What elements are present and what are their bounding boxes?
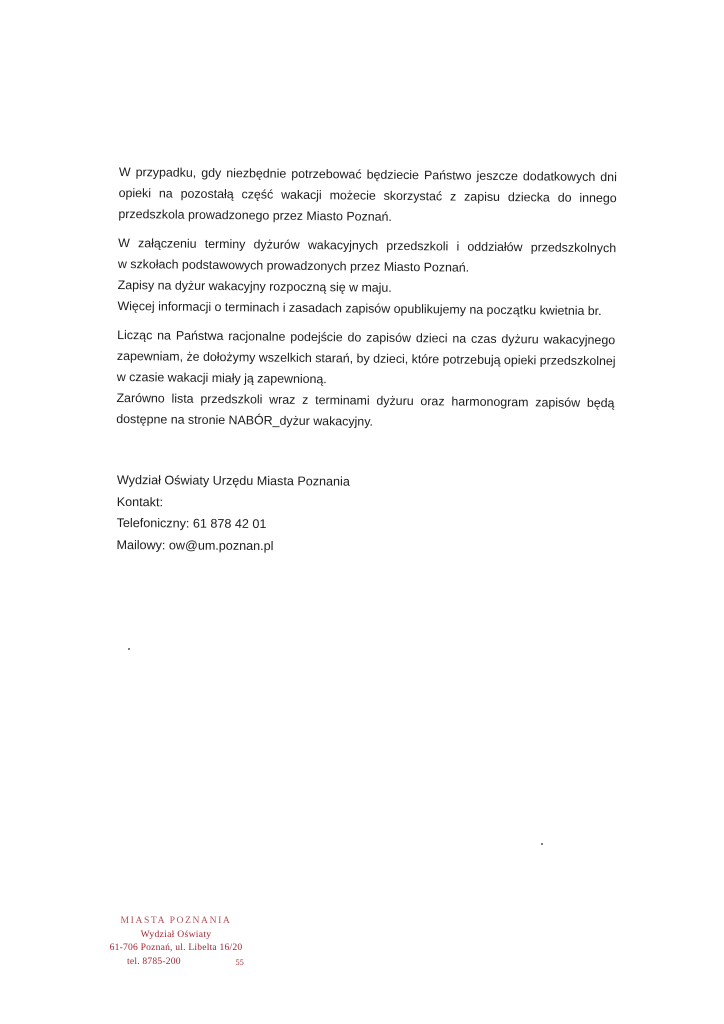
stamp-phone-row [96, 955, 256, 969]
text-line: Zapisy na dyżur wakacyjny rozpoczną się w maju. [117, 277, 392, 295]
stamp-department: Wydział Oświaty [140, 928, 212, 940]
email-address: Mailowy: ow@um.poznan.pl [116, 537, 274, 553]
text-line: Zarówno lista przedszkoli wraz z terminami dyżuru oraz harmonogram zapisów będą [116, 390, 615, 411]
text-line: W przypadku, gdy niezbędnie potrzebować będziecie Państwo jeszcze dodatkowych dni [118, 164, 617, 185]
text-line: Licząc na Państwa racjonalne podejście do zapisów dzieci na czas dyżuru wakacyjnego [117, 327, 616, 348]
scan-speck [128, 648, 130, 650]
stamp-address: 61-706 Poznań, ul. Libelta 16/20 [109, 942, 243, 953]
department-name: Wydział Oświaty Urzędu Miasta Poznania [116, 472, 350, 489]
text-line: w szkołach podstawowych prowadzonych przez Miasto Poznań. [117, 256, 470, 275]
text-line: Więcej informacji o terminach i zasadach zapisów opublikujemy na początku kwietnia br. [117, 298, 602, 319]
text-line: W załączeniu terminy dyżurów wakacyjnych przedszkoli i oddziałów przedszkolnych [118, 235, 617, 256]
text-line: zapewniam, że dołożymy wszelkich starań, by dzieci, które potrzebują opieki przedszkolnej [116, 348, 616, 369]
paragraph-additional-days [118, 162, 617, 230]
stamp-city: MIASTA POZNANIA [120, 915, 232, 926]
contact-block [116, 470, 350, 558]
text-line: w czasie wakacji miały ją zapewnioną. [116, 369, 327, 387]
letter-body [116, 162, 617, 435]
text-line: opieki na pozostałą część wakacji możecie skorzystać z zapisu dziecka do innego [118, 185, 617, 206]
stamp-phone: tel. 8785-200 [127, 955, 181, 967]
text-line: dostępne na stronie NABÓR_dyżur wakacyjny. [116, 411, 374, 429]
phone-number: Telefoniczny: 61 878 42 01 [116, 515, 267, 532]
paragraph-closing [116, 325, 615, 435]
contact-label: Kontakt: [116, 494, 164, 509]
stamp-number: 55 [235, 957, 244, 967]
scan-speck [541, 843, 543, 845]
office-stamp [96, 914, 256, 968]
text-line: przedszkola prowadzonego przez Miasto Poznań. [118, 206, 392, 224]
paragraph-attachment-schedule [117, 233, 616, 322]
